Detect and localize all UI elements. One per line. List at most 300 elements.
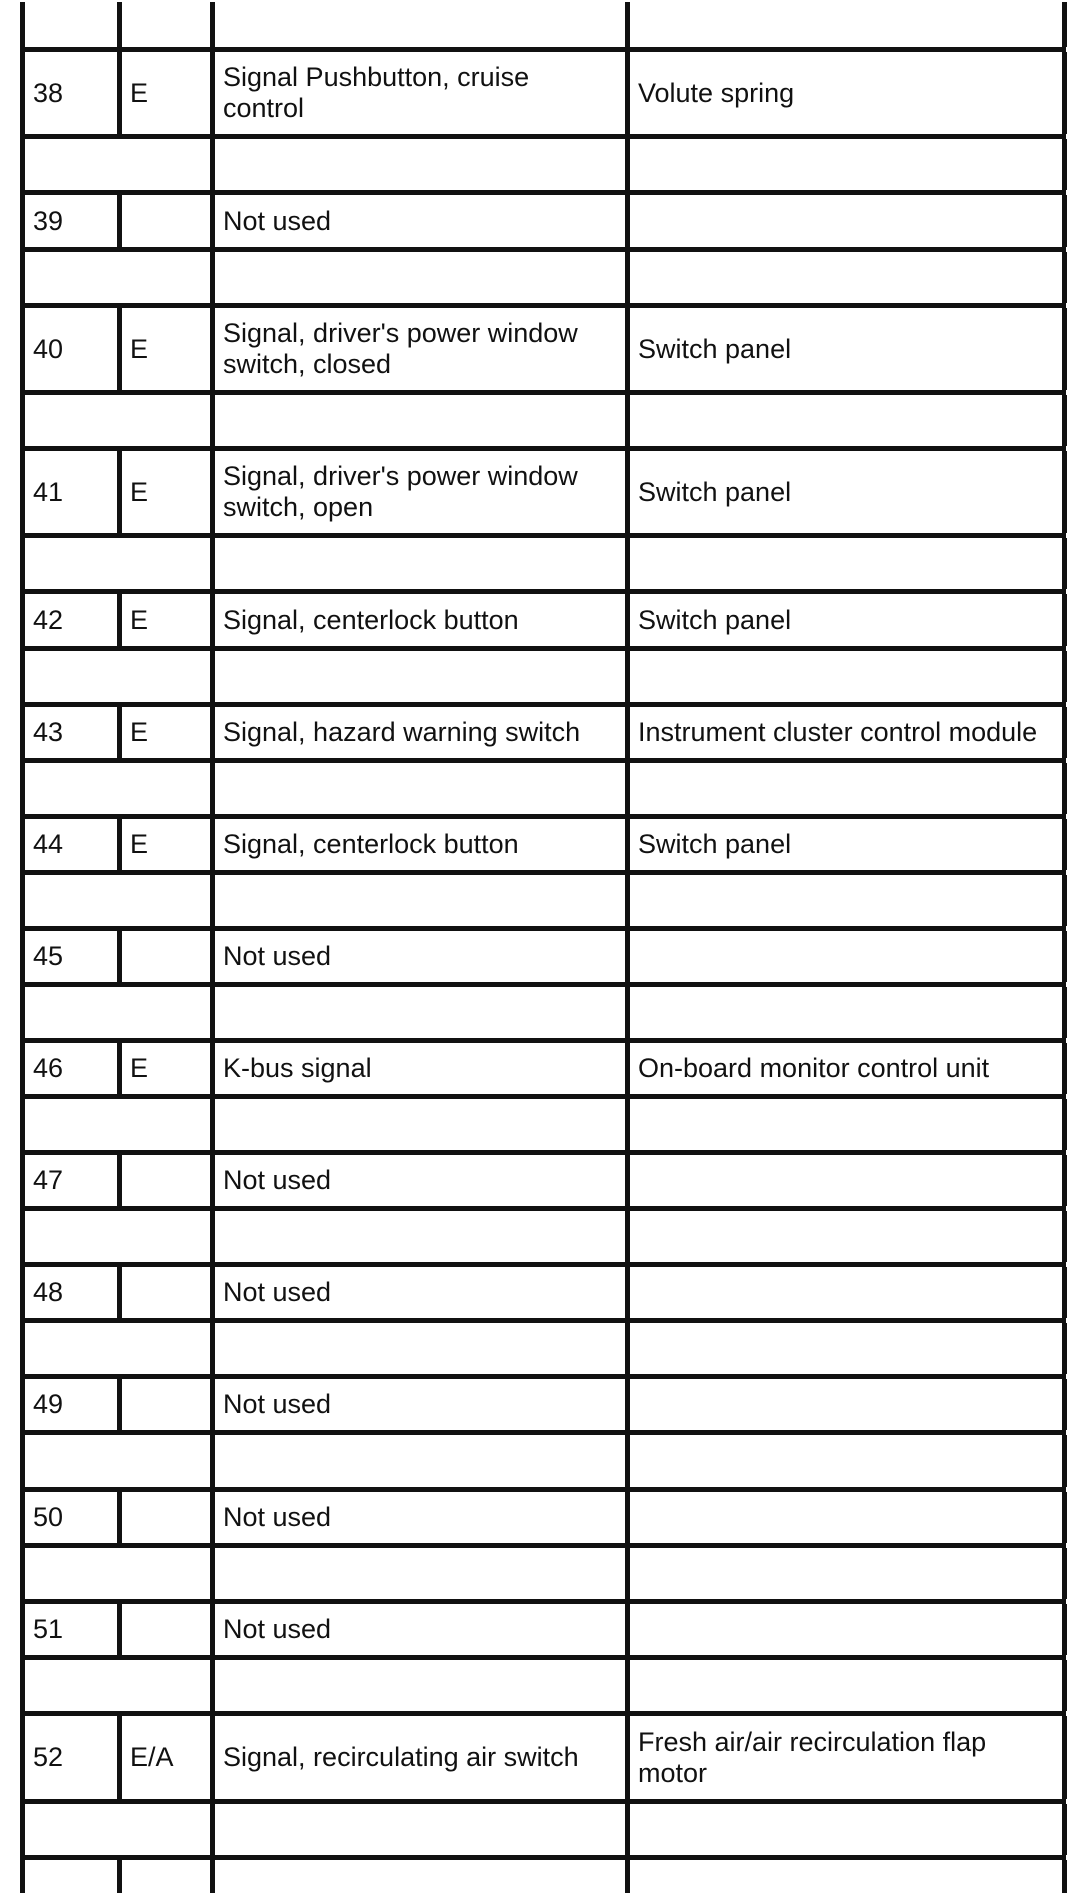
column-divider bbox=[1062, 195, 1067, 247]
column-divider bbox=[117, 195, 122, 247]
row-divider bbox=[20, 134, 1066, 139]
type-cell bbox=[118, 2, 210, 47]
row-divider bbox=[20, 814, 1066, 819]
column-divider bbox=[117, 1860, 122, 1893]
pin-cell bbox=[21, 1660, 210, 1711]
column-divider bbox=[210, 1492, 215, 1543]
column-divider bbox=[210, 1379, 215, 1430]
description-cell-text: Not used bbox=[223, 1614, 332, 1644]
column-divider bbox=[1062, 538, 1067, 589]
pin-cell bbox=[21, 139, 210, 190]
column-divider bbox=[20, 819, 25, 870]
pin-cell bbox=[21, 594, 117, 646]
row-divider bbox=[20, 247, 1066, 252]
type-cell bbox=[118, 52, 210, 134]
column-divider bbox=[1062, 594, 1067, 646]
pin-cell bbox=[21, 1379, 117, 1430]
column-divider bbox=[210, 52, 215, 134]
component-cell-text: Instrument cluster control module bbox=[638, 717, 1038, 747]
type-cell bbox=[118, 308, 210, 390]
description-cell bbox=[211, 594, 625, 646]
component-cell-text: Switch panel bbox=[638, 829, 792, 859]
type-cell-text: E bbox=[130, 1053, 149, 1083]
column-divider bbox=[1062, 451, 1067, 533]
component-cell bbox=[626, 1155, 1066, 1206]
column-divider bbox=[210, 819, 215, 870]
description-cell bbox=[211, 1155, 625, 1206]
column-divider bbox=[20, 1211, 25, 1262]
description-cell-text: Not used bbox=[223, 1165, 332, 1195]
row-divider bbox=[20, 1543, 1066, 1548]
component-cell bbox=[626, 1660, 1066, 1711]
pin-cell-text: 41 bbox=[33, 476, 64, 507]
component-cell bbox=[626, 594, 1066, 646]
row-divider bbox=[20, 1318, 1066, 1323]
column-divider bbox=[117, 1043, 122, 1094]
column-divider bbox=[1062, 763, 1067, 814]
column-divider bbox=[210, 1267, 215, 1318]
column-divider bbox=[117, 1716, 122, 1799]
column-divider bbox=[1062, 931, 1067, 982]
row-divider bbox=[20, 982, 1066, 987]
column-divider bbox=[20, 1043, 25, 1094]
column-divider bbox=[625, 1804, 630, 1855]
column-divider bbox=[625, 538, 630, 589]
column-divider bbox=[1062, 1548, 1067, 1599]
row-divider bbox=[20, 1150, 1066, 1155]
description-cell-text: Not used bbox=[223, 205, 332, 236]
column-divider bbox=[625, 1323, 630, 1374]
column-divider bbox=[20, 875, 25, 926]
type-cell bbox=[118, 1716, 210, 1799]
column-divider bbox=[1062, 819, 1067, 870]
pin-cell bbox=[21, 875, 210, 926]
column-divider bbox=[1062, 707, 1067, 758]
column-divider bbox=[1062, 308, 1067, 390]
column-divider bbox=[625, 195, 630, 247]
pin-cell-text: 48 bbox=[33, 1277, 64, 1307]
column-divider bbox=[210, 1548, 215, 1599]
column-divider bbox=[117, 1604, 122, 1655]
row-divider bbox=[20, 1262, 1066, 1267]
column-divider bbox=[20, 1267, 25, 1318]
pin-cell bbox=[21, 651, 210, 702]
column-divider bbox=[117, 451, 122, 533]
component-cell bbox=[626, 451, 1066, 533]
type-cell bbox=[118, 1043, 210, 1094]
description-cell bbox=[211, 451, 625, 533]
row-divider bbox=[20, 1430, 1066, 1435]
column-divider bbox=[1062, 1492, 1067, 1543]
column-divider bbox=[20, 1323, 25, 1374]
column-divider bbox=[1062, 1099, 1067, 1150]
type-cell-text: E bbox=[130, 476, 149, 507]
component-cell bbox=[626, 52, 1066, 134]
component-cell bbox=[626, 308, 1066, 390]
description-cell-text: Not used bbox=[223, 1389, 332, 1419]
column-divider bbox=[20, 1099, 25, 1150]
column-divider bbox=[20, 1548, 25, 1599]
column-divider bbox=[20, 395, 25, 446]
column-divider bbox=[625, 1604, 630, 1655]
type-cell bbox=[118, 195, 210, 247]
column-divider bbox=[1062, 1379, 1067, 1430]
component-cell bbox=[626, 1435, 1066, 1487]
column-divider bbox=[20, 1860, 25, 1893]
column-divider bbox=[1062, 651, 1067, 702]
pin-cell bbox=[21, 1435, 210, 1487]
description-cell-text: Signal, driver's power window switch, open bbox=[223, 461, 578, 522]
column-divider bbox=[625, 1860, 630, 1893]
column-divider bbox=[1062, 1660, 1067, 1711]
description-cell bbox=[211, 1492, 625, 1543]
type-cell-text: E bbox=[130, 77, 149, 108]
column-divider bbox=[1062, 1860, 1067, 1893]
column-divider bbox=[20, 1492, 25, 1543]
column-divider bbox=[117, 1379, 122, 1430]
pin-cell bbox=[21, 308, 117, 390]
component-cell bbox=[626, 139, 1066, 190]
component-cell-text: Fresh air/air recirculation flap motor bbox=[638, 1726, 987, 1788]
column-divider bbox=[210, 451, 215, 533]
component-cell bbox=[626, 931, 1066, 982]
component-cell bbox=[626, 1211, 1066, 1262]
column-divider bbox=[210, 1804, 215, 1855]
description-cell bbox=[211, 1435, 625, 1487]
description-cell bbox=[211, 308, 625, 390]
column-divider bbox=[625, 1379, 630, 1430]
pin-cell-text: 39 bbox=[33, 205, 64, 236]
column-divider bbox=[625, 1211, 630, 1262]
pin-cell bbox=[21, 1043, 117, 1094]
type-cell bbox=[118, 707, 210, 758]
description-cell bbox=[211, 1860, 625, 1893]
column-divider bbox=[1062, 987, 1067, 1038]
pin-cell-text: 45 bbox=[33, 941, 64, 971]
column-divider bbox=[625, 139, 630, 190]
component-cell bbox=[626, 1323, 1066, 1374]
component-cell bbox=[626, 538, 1066, 589]
column-divider bbox=[210, 308, 215, 390]
description-cell-text: K-bus signal bbox=[223, 1053, 372, 1083]
row-divider bbox=[20, 1655, 1066, 1660]
column-divider bbox=[1062, 1323, 1067, 1374]
description-cell bbox=[211, 875, 625, 926]
row-divider bbox=[20, 190, 1066, 195]
row-divider bbox=[20, 926, 1066, 931]
column-divider bbox=[1062, 52, 1067, 134]
pin-cell bbox=[21, 819, 117, 870]
row-divider bbox=[20, 446, 1066, 451]
component-cell bbox=[626, 1548, 1066, 1599]
column-divider bbox=[117, 1155, 122, 1206]
pin-cell bbox=[21, 52, 117, 134]
type-cell-text: E/A bbox=[130, 1742, 174, 1772]
description-cell bbox=[211, 1211, 625, 1262]
column-divider bbox=[625, 1660, 630, 1711]
description-cell-text: Signal, driver's power window switch, closed bbox=[223, 318, 578, 379]
column-divider bbox=[117, 308, 122, 390]
column-divider bbox=[625, 763, 630, 814]
pin-cell-text: 44 bbox=[33, 829, 64, 859]
component-cell bbox=[626, 1860, 1066, 1893]
column-divider bbox=[210, 651, 215, 702]
column-divider bbox=[20, 594, 25, 646]
column-divider bbox=[20, 1379, 25, 1430]
column-divider bbox=[625, 52, 630, 134]
column-divider bbox=[625, 308, 630, 390]
column-divider bbox=[625, 1492, 630, 1543]
row-divider bbox=[20, 1855, 1066, 1860]
description-cell bbox=[211, 1323, 625, 1374]
column-divider bbox=[210, 1211, 215, 1262]
pin-cell bbox=[21, 1323, 210, 1374]
type-cell bbox=[118, 819, 210, 870]
description-cell bbox=[211, 1379, 625, 1430]
type-cell-text: E bbox=[130, 829, 149, 859]
pin-cell bbox=[21, 1716, 117, 1799]
column-divider bbox=[210, 1660, 215, 1711]
column-divider bbox=[20, 931, 25, 982]
component-cell bbox=[626, 1379, 1066, 1430]
component-cell-text: Switch panel bbox=[638, 333, 792, 364]
column-divider bbox=[625, 1435, 630, 1487]
description-cell bbox=[211, 252, 625, 303]
description-cell bbox=[211, 2, 625, 47]
column-divider bbox=[1062, 1435, 1067, 1487]
description-cell bbox=[211, 395, 625, 446]
description-cell bbox=[211, 1548, 625, 1599]
component-cell bbox=[626, 1099, 1066, 1150]
type-cell bbox=[118, 1860, 210, 1893]
column-divider bbox=[20, 1155, 25, 1206]
column-divider bbox=[625, 987, 630, 1038]
type-cell bbox=[118, 1155, 210, 1206]
type-cell bbox=[118, 594, 210, 646]
row-divider bbox=[20, 1487, 1066, 1492]
description-cell bbox=[211, 195, 625, 247]
pin-cell bbox=[21, 1155, 117, 1206]
pin-cell-text: 50 bbox=[33, 1502, 64, 1532]
row-divider bbox=[20, 1374, 1066, 1379]
column-divider bbox=[117, 931, 122, 982]
component-cell bbox=[626, 819, 1066, 870]
description-cell-text: Not used bbox=[223, 1502, 332, 1532]
column-divider bbox=[625, 2, 630, 47]
column-divider bbox=[1062, 1211, 1067, 1262]
type-cell bbox=[118, 931, 210, 982]
pin-cell-text: 42 bbox=[33, 604, 64, 635]
type-cell bbox=[118, 1492, 210, 1543]
column-divider bbox=[117, 594, 122, 646]
description-cell bbox=[211, 931, 625, 982]
column-divider bbox=[20, 195, 25, 247]
column-divider bbox=[625, 1267, 630, 1318]
column-divider bbox=[1062, 139, 1067, 190]
type-cell-text: E bbox=[130, 717, 149, 747]
column-divider bbox=[210, 1716, 215, 1799]
pin-cell-text: 40 bbox=[33, 333, 64, 364]
column-divider bbox=[210, 763, 215, 814]
row-divider bbox=[20, 1038, 1066, 1043]
column-divider bbox=[1062, 875, 1067, 926]
column-divider bbox=[20, 52, 25, 134]
column-divider bbox=[625, 707, 630, 758]
description-cell bbox=[211, 538, 625, 589]
type-cell-text: E bbox=[130, 333, 149, 364]
pin-cell bbox=[21, 1548, 210, 1599]
component-cell bbox=[626, 1043, 1066, 1094]
description-cell-text: Signal, hazard warning switch bbox=[223, 717, 581, 747]
type-cell bbox=[118, 1604, 210, 1655]
pin-cell-text: 49 bbox=[33, 1389, 64, 1419]
component-cell-text: Switch panel bbox=[638, 476, 792, 507]
description-cell bbox=[211, 707, 625, 758]
column-divider bbox=[20, 538, 25, 589]
column-divider bbox=[1062, 1716, 1067, 1799]
column-divider bbox=[210, 395, 215, 446]
column-divider bbox=[20, 1604, 25, 1655]
component-cell bbox=[626, 763, 1066, 814]
pin-cell bbox=[21, 195, 117, 247]
column-divider bbox=[625, 1155, 630, 1206]
column-divider bbox=[117, 2, 122, 47]
component-cell-text: Volute spring bbox=[638, 77, 795, 108]
column-divider bbox=[1062, 1604, 1067, 1655]
pin-cell-text: 43 bbox=[33, 717, 64, 747]
description-cell bbox=[211, 1660, 625, 1711]
column-divider bbox=[210, 1043, 215, 1094]
column-divider bbox=[625, 1043, 630, 1094]
column-divider bbox=[210, 931, 215, 982]
column-divider bbox=[20, 139, 25, 190]
column-divider bbox=[625, 1716, 630, 1799]
column-divider bbox=[625, 451, 630, 533]
pin-cell bbox=[21, 1267, 117, 1318]
row-divider bbox=[20, 870, 1066, 875]
row-divider bbox=[20, 589, 1066, 594]
description-cell bbox=[211, 1099, 625, 1150]
column-divider bbox=[210, 1323, 215, 1374]
component-cell bbox=[626, 395, 1066, 446]
description-cell bbox=[211, 1267, 625, 1318]
component-cell bbox=[626, 875, 1066, 926]
row-divider bbox=[20, 646, 1066, 651]
column-divider bbox=[20, 2, 25, 47]
column-divider bbox=[20, 1804, 25, 1855]
pin-cell-text: 52 bbox=[33, 1742, 64, 1772]
description-cell bbox=[211, 651, 625, 702]
column-divider bbox=[210, 538, 215, 589]
description-cell bbox=[211, 819, 625, 870]
column-divider bbox=[625, 1099, 630, 1150]
component-cell bbox=[626, 1804, 1066, 1855]
row-divider bbox=[20, 1206, 1066, 1211]
column-divider bbox=[625, 252, 630, 303]
column-divider bbox=[1062, 395, 1067, 446]
column-divider bbox=[625, 1548, 630, 1599]
column-divider bbox=[210, 1099, 215, 1150]
component-cell bbox=[626, 707, 1066, 758]
column-divider bbox=[20, 1435, 25, 1487]
description-cell-text: Not used bbox=[223, 1277, 332, 1307]
pin-cell-text: 46 bbox=[33, 1053, 64, 1083]
column-divider bbox=[117, 707, 122, 758]
column-divider bbox=[117, 52, 122, 134]
component-cell-text: On-board monitor control unit bbox=[638, 1053, 990, 1083]
column-divider bbox=[1062, 1267, 1067, 1318]
row-divider bbox=[20, 758, 1066, 763]
column-divider bbox=[625, 651, 630, 702]
column-divider bbox=[117, 1267, 122, 1318]
description-cell bbox=[211, 1043, 625, 1094]
column-divider bbox=[625, 395, 630, 446]
pin-cell bbox=[21, 707, 117, 758]
type-cell bbox=[118, 451, 210, 533]
description-cell-text: Signal, centerlock button bbox=[223, 604, 519, 635]
pin-cell-text: 47 bbox=[33, 1165, 64, 1195]
description-cell-text: Signal, centerlock button bbox=[223, 829, 519, 859]
pin-cell bbox=[21, 1492, 117, 1543]
column-divider bbox=[210, 1860, 215, 1893]
pin-cell bbox=[21, 1860, 117, 1893]
type-cell-text: E bbox=[130, 604, 149, 635]
column-divider bbox=[20, 651, 25, 702]
column-divider bbox=[210, 875, 215, 926]
type-cell bbox=[118, 1379, 210, 1430]
column-divider bbox=[625, 931, 630, 982]
component-cell bbox=[626, 1267, 1066, 1318]
column-divider bbox=[210, 1604, 215, 1655]
column-divider bbox=[20, 451, 25, 533]
description-cell bbox=[211, 52, 625, 134]
component-cell bbox=[626, 1492, 1066, 1543]
component-cell bbox=[626, 2, 1066, 47]
row-divider bbox=[20, 1799, 1066, 1804]
description-cell-text: Signal Pushbutton, cruise control bbox=[223, 62, 530, 123]
description-cell bbox=[211, 1716, 625, 1799]
pin-cell-text: 38 bbox=[33, 77, 64, 108]
column-divider bbox=[210, 195, 215, 247]
component-cell bbox=[626, 195, 1066, 247]
column-divider bbox=[210, 2, 215, 47]
column-divider bbox=[210, 139, 215, 190]
column-divider bbox=[117, 1492, 122, 1543]
row-divider bbox=[20, 533, 1066, 538]
pin-cell-text: 51 bbox=[33, 1614, 64, 1644]
column-divider bbox=[1062, 1155, 1067, 1206]
pin-cell bbox=[21, 1099, 210, 1150]
column-divider bbox=[210, 252, 215, 303]
pin-cell bbox=[21, 1211, 210, 1262]
column-divider bbox=[1062, 1804, 1067, 1855]
column-divider bbox=[625, 594, 630, 646]
column-divider bbox=[20, 707, 25, 758]
row-divider bbox=[20, 303, 1066, 308]
component-cell bbox=[626, 651, 1066, 702]
type-cell bbox=[118, 1267, 210, 1318]
pin-cell bbox=[21, 1604, 117, 1655]
row-divider bbox=[20, 47, 1066, 52]
column-divider bbox=[625, 819, 630, 870]
column-divider bbox=[1062, 1043, 1067, 1094]
pin-cell bbox=[21, 931, 117, 982]
pin-cell bbox=[21, 252, 210, 303]
column-divider bbox=[210, 987, 215, 1038]
description-cell bbox=[211, 1604, 625, 1655]
description-cell bbox=[211, 1804, 625, 1855]
column-divider bbox=[1062, 2, 1067, 47]
